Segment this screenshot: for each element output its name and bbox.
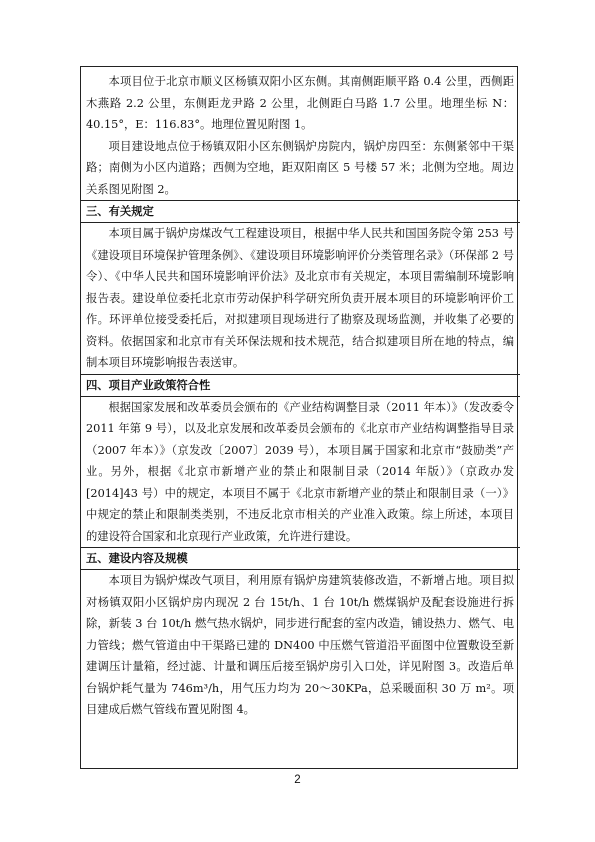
construction-scope-paragraph: 本项目为锅炉煤改气项目，利用原有锅炉房建筑装修改造，不新增占地。项目拟对杨镇双阳小区锅炉房内现况 2 台 15t/h、1 台 10t/h 燃煤锅炉及配套设施进行拆除，新装 3 台 10t/h 燃气热水锅炉，同步进行配套的室内改造，铺设热力、燃气、电力管线；燃气管道由中干渠路已建的 DN400 中压燃气管道沿平面图中位置敷设至新建调压计量箱，经过滤、计量和调压后接至锅炉房引入口处，详见附图 3。改造后单台锅炉耗气量为 746m³/h，用气压力均为 20～30KPa，总采暖面积 30 万 m²。项目建成后燃气管线布置见附图 4。 [86, 574, 514, 716]
regulations-paragraph: 本项目属于锅炉房煤改气工程建设项目，根据中华人民共和国国务院令第 253 号《建设项目环境保护管理条例》、《建设项目环境影响评价分类管理名录》（环保部 2 号令）、《中华人民共和国环境影响评价法》及北京市有关规定，本项目需编制环境影响报告表。建设单位委托北京市劳动保护科学研究所负责开展本项目的环境影响评价工作。环评单位接受委托后，对拟建项目现场进行了勘察及现场监测，并收集了必要的资料。依据国家和北京市有关环保法规和技术规范，结合拟建项目所在地的特点，编制本项目环境影响报告表送审。 [86, 227, 514, 369]
document-body [86, 71, 514, 721]
section-heading-regulations: 三、有关规定 [86, 205, 154, 218]
site-surroundings-paragraph: 项目建设地点位于杨镇双阳小区东侧锅炉房院内，锅炉房四至：东侧紧邻中干渠路；南侧为小区内道路；西侧为空地，距双阳南区 5 号楼 57 米；北侧为空地。周边关系图见附图 2。 [86, 139, 514, 196]
section-heading-construction-scope: 五、建设内容及规模 [86, 552, 188, 565]
page-number: 2 [294, 774, 301, 786]
section-heading-industry-policy: 四、项目产业政策符合性 [86, 378, 211, 392]
industry-policy-paragraph: 根据国家发展和改革委员会颁布的《产业结构调整目录（2011 年本）》（发改委令 2011 年第 9 号），以及北京发展和改革委员会颁布的《北京市产业结构调整指导目录（2007 年本）》（京发改〔2007〕2039 号），本项目属于国家和北京市“鼓励类”产业。另外，根据《北京市新增产业的禁止和限制目录（2014 年版）》（京政办发[2014]43 号）中的规定，本项目不属于《北京市新增产业的禁止和限制目录（一）》中规定的禁止和限制类类别，不违反北京市相关的产业准入政策。综上所述，本项目的建设符合国家和北京现行产业政策，允许进行建设。 [86, 400, 514, 543]
location-paragraph: 本项目位于北京市顺义区杨镇双阳小区东侧。其南侧距顺平路 0.4 公里，西侧距木燕路 2.2 公里，东侧距龙尹路 2 公里，北侧距白马路 1.7 公里。地理坐标 N：40.15°，E：116.83°。地理位置见附图 1。 [86, 75, 514, 131]
